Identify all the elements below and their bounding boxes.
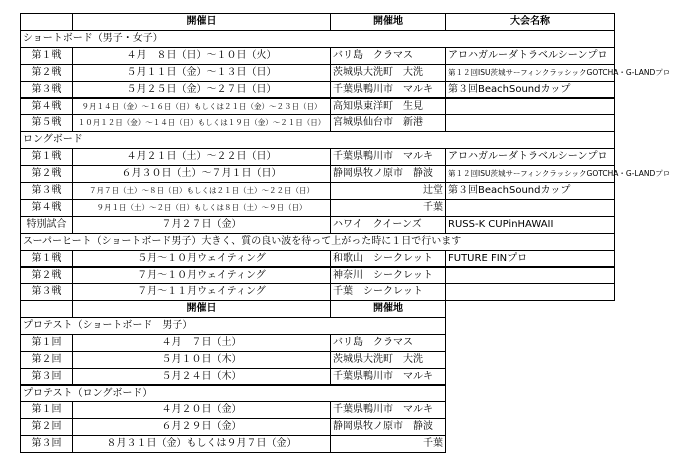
round-label: 第３回 (20, 435, 73, 453)
event-date: ４月２１日（土）～２２日（日） (72, 148, 331, 166)
header-venue: 開催地 (330, 13, 446, 31)
round-label: 第１戦 (20, 148, 73, 166)
round-label: 第２回 (20, 418, 73, 436)
event-venue: バリ島 クラマス (330, 47, 446, 65)
event-name: FUTURE FINプロ (445, 250, 615, 268)
event-name (445, 267, 615, 285)
event-date: ７月～１１月ウェイティング (72, 283, 331, 301)
round-label: 第２戦 (20, 165, 73, 183)
event-venue: 千葉県鴨川市 マルキ (330, 81, 446, 99)
header-date: 開催日 (72, 13, 331, 31)
event-venue: 神奈川 シークレット (330, 267, 446, 285)
round-label: 第１回 (20, 401, 73, 419)
event-name: RUSS-K CUPinHAWAII (445, 216, 615, 234)
event-name: 第１２回ISU茨城サーフィンクラッシックGOTCHA・G-LANDプロ (445, 165, 615, 183)
event-venue: 静岡県牧ノ原市 静波 (330, 165, 446, 183)
section-title: プロテスト（ロングボード） (20, 385, 446, 403)
event-name (445, 199, 615, 217)
event-venue: 千葉県鴨川市 マルキ (330, 368, 446, 386)
event-date: ５月２５日（金）～２７日（日） (72, 81, 331, 99)
event-date: ９月１日（土）～２日（日）もしくは８日（土）～９日（日） (72, 199, 331, 217)
header-date: 開催日 (72, 300, 331, 318)
event-venue: 千葉 シークレット (330, 283, 446, 301)
event-date: ４月 ７日（土） (72, 334, 331, 352)
event-date: １０月１２日（金）～１４日（日）もしくは１９日（金）～２１日（日） (72, 114, 331, 132)
section-title: ショートボード（男子・女子） (20, 30, 615, 48)
event-venue: 千葉 (330, 435, 446, 453)
round-label: 第３戦 (20, 81, 73, 99)
event-venue: 高知県東洋町 生見 (330, 98, 446, 116)
event-date: ９月１４日（金）～１６日（日）もしくは２１日（金）～２３日（日） (72, 98, 331, 116)
round-label: 第３回 (20, 368, 73, 386)
header-blank (20, 300, 73, 318)
event-name: アロハガルーダトラベルシーンプロ (445, 148, 615, 166)
event-date: ５月１０日（木） (72, 351, 331, 369)
event-venue: 千葉県鴨川市 マルキ (330, 148, 446, 166)
event-date: ７月～１０月ウェイティング (72, 267, 331, 285)
round-label: 第５戦 (20, 114, 73, 132)
header-blank (20, 13, 73, 31)
event-name (445, 283, 615, 301)
header-event-name: 大会名称 (445, 13, 615, 31)
round-label: 第１回 (20, 334, 73, 352)
section-title: スーパーヒート（ショートボード男子）大きく、質の良い波を待って上がった時に１日で行います (20, 233, 615, 251)
event-date: ５月～１０月ウェイティング (72, 250, 331, 268)
round-label: 第３戦 (20, 283, 73, 301)
event-venue: 和歌山 シークレット (330, 250, 446, 268)
event-venue: 宮城県仙台市 新港 (330, 114, 446, 132)
event-date: ４月 ８日（日）～１０日（火） (72, 47, 331, 65)
header-venue: 開催地 (330, 300, 446, 318)
event-date: ６月３０日（土）～７月１日（日） (72, 165, 331, 183)
event-name (445, 98, 615, 116)
event-venue: バリ島 クラマス (330, 334, 446, 352)
event-venue: 千葉県鴨川市 マルキ (330, 401, 446, 419)
section-title: プロテスト（ショートボード 男子） (20, 317, 446, 335)
round-label: 第２戦 (20, 267, 73, 285)
event-venue: ハワイ クイーンズ (330, 216, 446, 234)
event-date: ４月２０日（金） (72, 401, 331, 419)
round-label: 第４戦 (20, 98, 73, 116)
round-label: 第２回 (20, 351, 73, 369)
event-name: アロハガルーダトラベルシーンプロ (445, 47, 615, 65)
round-label: 第２戦 (20, 64, 73, 82)
event-venue: 静岡県牧ノ原市 静波 (330, 418, 446, 436)
event-date: ５月２４日（木） (72, 368, 331, 386)
event-venue: 辻堂 (330, 182, 446, 200)
event-date: ８月３１日（金）もしくは９月７日（金） (72, 435, 331, 453)
section-title: ロングボード (20, 131, 615, 149)
event-date: ７月２７日（金） (72, 216, 331, 234)
round-label: 第３戦 (20, 182, 73, 200)
event-name: 第１２回ISU茨城サーフィンクラッシックGOTCHA・G-LANDプロ (445, 64, 615, 82)
round-label: 第４戦 (20, 199, 73, 217)
event-venue: 茨城県大洗町 大洗 (330, 351, 446, 369)
event-date: ６月２９日（金） (72, 418, 331, 436)
round-label: 特別試合 (20, 216, 73, 234)
event-name (445, 114, 615, 132)
event-venue: 茨城県大洗町 大洗 (330, 64, 446, 82)
round-label: 第１戦 (20, 47, 73, 65)
event-name: 第３回BeachSoundカップ (445, 81, 615, 99)
round-label: 第１戦 (20, 250, 73, 268)
event-venue: 千葉 (330, 199, 446, 217)
event-date: ７月７日（土）～８日（日）もしくは２１日（土）～２２日（日） (72, 182, 331, 200)
event-date: ５月１１日（金）～１３日（日） (72, 64, 331, 82)
event-name: 第３回BeachSoundカップ (445, 182, 615, 200)
